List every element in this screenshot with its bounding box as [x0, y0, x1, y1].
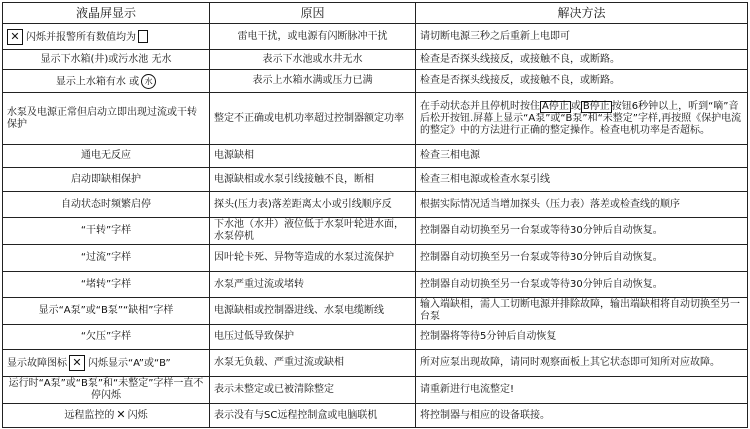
table-row: [3, 192, 748, 218]
table-row: [3, 145, 748, 168]
reason-cell: 表示未整定或已被清除整定: [210, 377, 416, 404]
display-cell: 显示故障图标 ✕ 闪烁显示“A”或“B”: [3, 350, 210, 377]
remote-x-icon: ✕: [116, 408, 126, 421]
display-cell: “欠压”字样: [3, 325, 210, 350]
reason-cell: 探头(压力表)落差距离太小或引线顺序反: [210, 192, 416, 218]
solution-cell: 请切断电源三秒之后重新上电即可: [416, 24, 748, 50]
table-row: [3, 50, 748, 70]
reason-cell: 电源缺相或控制器进线、水泵电缆断线: [210, 298, 416, 325]
table-row: [3, 298, 748, 325]
header-reason: 原因: [210, 3, 416, 24]
solution-cell: 控制器自动切换至另一台泵或等待30分钟后自动恢复。: [416, 218, 748, 245]
reason-cell: 雷电干扰，或电源有闪断脉冲干扰: [210, 24, 416, 50]
display-cell: 通电无反应: [3, 145, 210, 168]
table-row: [3, 218, 748, 245]
table-row: [3, 70, 748, 93]
reason-cell: 电压过低导致保护: [210, 325, 416, 350]
table-row: [3, 350, 748, 377]
reason-cell: 整定不正确或电机功率超过控制器额定功率: [210, 93, 416, 145]
reason-cell: 表示下水池或水井无水: [210, 50, 416, 70]
reason-cell: 表示上水箱水满或压力已满: [210, 70, 416, 93]
table-row: [3, 404, 748, 428]
display-cell: 显示下水箱(井)或污水池 无水: [3, 50, 210, 70]
table-row: [3, 377, 748, 404]
header-solution: 解决方法: [416, 3, 748, 24]
header-row: [3, 3, 748, 24]
solution-cell: 控制器自动切换至另一台泵或等待30分钟后自动恢复。: [416, 272, 748, 298]
header-display: 液晶屏显示: [3, 3, 210, 24]
table-row: [3, 168, 748, 192]
solution-cell: 根据实际情况适当增加探头（压力表）落差或检查线的顺序: [416, 192, 748, 218]
blank-box-icon: [138, 30, 148, 43]
display-cell: 启动即缺相保护: [3, 168, 210, 192]
reason-cell: 电源缺相或水泵引线接触不良，断相: [210, 168, 416, 192]
display-cell: 自动状态时频繁启停: [3, 192, 210, 218]
display-cell: 运行时“A泵”或“B泵”和“未整定”字样一直不停闪烁: [3, 377, 210, 404]
reason-cell: 下水池（水井）液位低于水泵叶轮进水面，水泵停机: [210, 218, 416, 245]
solution-cell: 控制器自动切换至另一台泵或等待30分钟后自动恢复。: [416, 245, 748, 272]
display-cell: 远程监控的 ✕ 闪烁: [3, 404, 210, 428]
display-cell: 水泵及电源正常但启动立即出现过流或干转保护: [3, 93, 210, 145]
solution-cell: 所对应泵出现故障，请同时观察面板上其它状态即可知所对应故障。: [416, 350, 748, 377]
table-row: [3, 24, 748, 50]
table-row: [3, 272, 748, 298]
solution-cell: 检查是否探头线接反，或接触不良，或断路。: [416, 50, 748, 70]
solution-cell: 输入端缺相，需人工切断电源并排除故障，输出端缺相将自动切换至另一台泵: [416, 298, 748, 325]
reason-cell: 电源缺相: [210, 145, 416, 168]
display-cell: 显示“A泵”或“B泵”“缺相”字样: [3, 298, 210, 325]
display-cell: 显示上水箱有水 或 水: [3, 70, 210, 93]
troubleshooting-table: [2, 2, 748, 428]
reason-cell: 水泵严重过流或堵转: [210, 272, 416, 298]
display-cell: “过流”字样: [3, 245, 210, 272]
table-row: [3, 93, 748, 145]
table-row: [3, 325, 748, 350]
solution-cell: 请重新进行电流整定!: [416, 377, 748, 404]
solution-cell: 检查三相电源或检查水泵引线: [416, 168, 748, 192]
fault-x-icon: ✕: [7, 29, 23, 45]
display-cell: “堵转”字样: [3, 272, 210, 298]
solution-cell: 在手动状态并且停机时按住 A停止 或 B停止 按钮6秒钟以上，听到“嘀”音后松开按钮.屏幕上显示“A泵”或“B泵”和“未整定”字样,再按照《保护电流的整定》中的方法进行正确的整定操作。检查电机功率是否超标。: [416, 93, 748, 145]
solution-cell: 检查三相电源: [416, 145, 748, 168]
water-full-icon: 水: [141, 74, 156, 89]
reason-cell: 表示没有与SC远程控制盒或电脑联机: [210, 404, 416, 428]
solution-cell: 控制器将等待5分钟后自动恢复: [416, 325, 748, 350]
table-row: [3, 245, 748, 272]
solution-cell: 将控制器与相应的设备联接。: [416, 404, 748, 428]
solution-cell: 检查是否探头线接反，或接触不良，或断路。: [416, 70, 748, 93]
reason-cell: 因叶轮卡死、异物等造成的水泵过流保护: [210, 245, 416, 272]
reason-cell: 水泵无负载、严重过流或缺相: [210, 350, 416, 377]
fault-x-icon: ✕: [69, 355, 85, 371]
display-cell: ✕ 闪烁并报警所有数值均为: [3, 24, 210, 50]
a-stop-button-label: A停止: [542, 100, 569, 112]
display-cell: “干转”字样: [3, 218, 210, 245]
b-stop-button-label: B停止: [582, 100, 610, 112]
